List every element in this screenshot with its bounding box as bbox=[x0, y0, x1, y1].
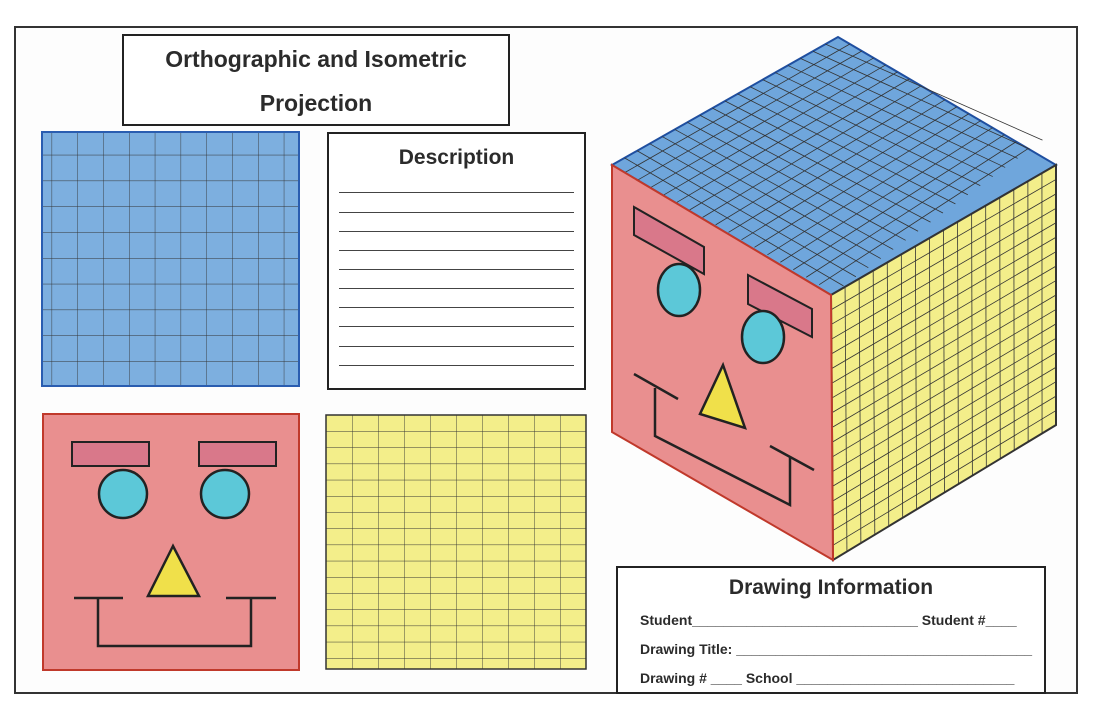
student-field[interactable]: Student_____________________________ Student #____ bbox=[640, 612, 1017, 628]
left-eye bbox=[99, 470, 147, 518]
left-brow bbox=[72, 442, 149, 466]
right-brow bbox=[199, 442, 276, 466]
title-line-1: Orthographic and Isometric bbox=[165, 46, 467, 72]
title-line-2: Projection bbox=[259, 90, 373, 116]
drawing-number-school-field[interactable]: Drawing # ____ School ____________________________ bbox=[640, 670, 1015, 686]
top-view bbox=[42, 132, 299, 386]
description-heading: Description bbox=[398, 146, 515, 169]
right-eye bbox=[201, 470, 249, 518]
drawing-title-field[interactable]: Drawing Title: ______________________________________ bbox=[640, 641, 1033, 657]
cube-right-eye bbox=[742, 311, 784, 363]
front-view bbox=[43, 414, 299, 670]
cube-left-eye bbox=[658, 264, 700, 316]
side-view bbox=[326, 415, 586, 669]
drawing-information-heading: Drawing Information bbox=[728, 576, 934, 599]
isometric-cube bbox=[612, 37, 1056, 560]
